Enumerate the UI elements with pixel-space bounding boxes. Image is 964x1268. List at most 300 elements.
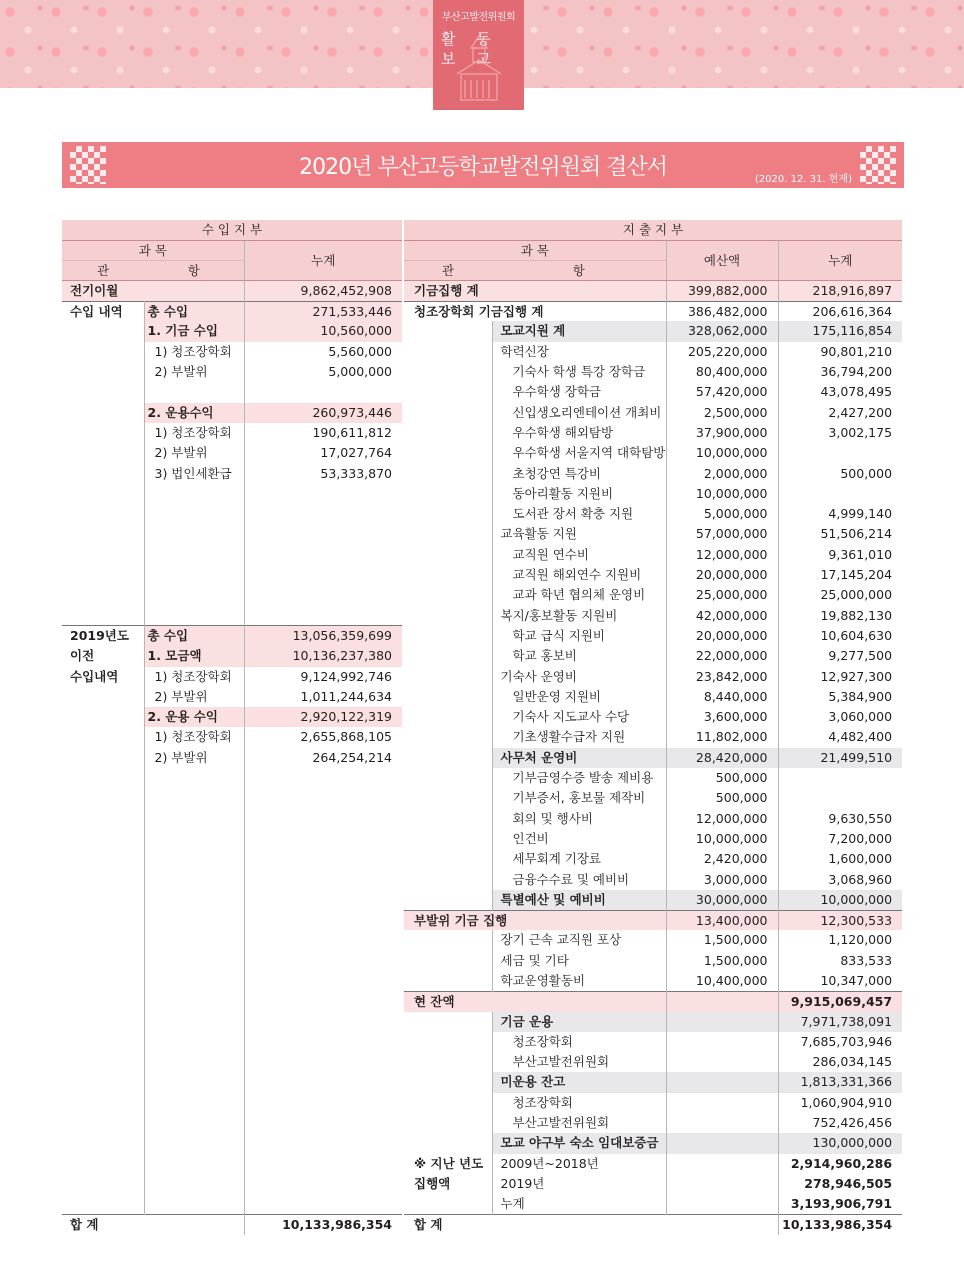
expense-row — [404, 403, 902, 423]
income-total-cell — [244, 484, 402, 504]
expense-hang-cell: 학력신장 — [492, 342, 666, 362]
expense-total-cell: 175,116,854 — [778, 321, 902, 341]
expense-hang-cell: 학교 홍보비 — [492, 646, 666, 666]
income-total-cell: 9,862,452,908 — [244, 281, 402, 301]
income-empty-cell — [62, 991, 144, 1011]
income-total-cell — [244, 524, 402, 544]
expense-hang-cell: 부산고발전위원회 — [492, 1052, 666, 1072]
expense-total-cell: 1,600,000 — [778, 849, 902, 869]
income-empty-row — [62, 1032, 402, 1052]
income-gwan-cell — [62, 524, 144, 544]
income-row — [62, 403, 402, 423]
income-empty-cell — [244, 890, 402, 910]
expense-hang-cell: 기부금영수증 발송 제비용 — [492, 768, 666, 788]
income-empty-row — [62, 829, 402, 849]
expense-total-cell: 9,915,069,457 — [778, 991, 902, 1011]
income-empty-row — [62, 971, 402, 991]
expense-gwan-cell — [404, 1133, 492, 1153]
expense-hang-cell: 특별예산 및 예비비 — [492, 890, 666, 910]
income-row — [62, 707, 402, 727]
income-empty-cell — [144, 1194, 244, 1214]
expense-hang-cell: 2019년 — [492, 1174, 666, 1194]
income-hang-cell: 2. 운용 수익 — [144, 707, 244, 727]
expense-gwan-cell — [404, 464, 492, 484]
expense-budget-cell — [666, 1093, 778, 1113]
expense-hang-cell: 사무처 운영비 — [492, 748, 666, 768]
expense-total-cell: 3,068,960 — [778, 870, 902, 890]
income-empty-cell — [62, 890, 144, 910]
expense-budget-cell: 20,000,000 — [666, 626, 778, 646]
expense-budget-cell: 399,882,000 — [666, 281, 778, 301]
income-hang-cell: 1. 기금 수입 — [144, 321, 244, 341]
expense-hang-cell: 도서관 장서 확충 지원 — [492, 504, 666, 524]
expense-total-cell: 752,426,456 — [778, 1113, 902, 1133]
expense-row — [404, 443, 902, 463]
expense-row — [404, 667, 902, 687]
income-empty-cell — [62, 829, 144, 849]
income-empty-cell — [244, 991, 402, 1011]
income-gwan-cell — [62, 443, 144, 463]
expense-gwan-cell — [404, 545, 492, 565]
income-empty-cell — [62, 1154, 144, 1174]
income-gwan-cell: 전기이월 — [62, 281, 244, 301]
expense-total-cell: 5,384,900 — [778, 687, 902, 707]
expense-budget-cell — [666, 1133, 778, 1153]
income-empty-cell — [62, 849, 144, 869]
expense-hang-cell: 금융수수료 및 예비비 — [492, 870, 666, 890]
income-total-cell: 17,027,764 — [244, 443, 402, 463]
income-row — [62, 301, 402, 321]
income-empty-cell — [244, 829, 402, 849]
expense-budget-cell — [666, 1012, 778, 1032]
income-gwan-cell — [62, 382, 144, 402]
expense-total-cell: 21,499,510 — [778, 748, 902, 768]
expense-gwan-cell — [404, 1072, 492, 1092]
income-empty-cell — [62, 1052, 144, 1072]
expense-total-cell: 833,533 — [778, 951, 902, 971]
expense-total-cell — [778, 788, 902, 808]
income-total-cell: 5,560,000 — [244, 342, 402, 362]
income-total-value: 10,133,986,354 — [244, 1215, 402, 1235]
expense-hang-cell: 인건비 — [492, 829, 666, 849]
expense-row — [404, 524, 902, 544]
expense-total-header: 누계 — [778, 240, 902, 281]
income-hang-cell: 1) 청조장학회 — [144, 423, 244, 443]
expense-total-cell: 25,000,000 — [778, 585, 902, 605]
expense-row — [404, 768, 902, 788]
expense-budget-cell: 205,220,000 — [666, 342, 778, 362]
income-gwan-cell: 수입 내역 — [70, 303, 123, 319]
income-empty-cell — [62, 1194, 144, 1214]
expense-budget-cell: 25,000,000 — [666, 585, 778, 605]
expense-budget-cell: 22,000,000 — [666, 646, 778, 666]
income-empty-cell — [244, 870, 402, 890]
income-empty-cell — [244, 1174, 402, 1194]
income-total-cell: 190,611,812 — [244, 423, 402, 443]
expense-row — [404, 809, 902, 829]
expense-total-cell: 7,200,000 — [778, 829, 902, 849]
income-empty-cell — [244, 1113, 402, 1133]
expense-gwan-cell — [404, 382, 492, 402]
expense-total-cell: 7,685,703,946 — [778, 1032, 902, 1052]
expense-gwan-cell — [404, 930, 492, 950]
income-empty-cell — [244, 1133, 402, 1153]
expense-row — [404, 585, 902, 605]
expense-budget-cell: 42,000,000 — [666, 606, 778, 626]
income-row — [62, 504, 402, 524]
expense-row — [404, 1093, 902, 1113]
income-empty-cell — [62, 1093, 144, 1113]
income-empty-row — [62, 1052, 402, 1072]
expense-hang-cell: 기초생활수급자 지원 — [492, 727, 666, 747]
income-empty-row — [62, 910, 402, 930]
income-row — [62, 423, 402, 443]
income-total-cell: 2,655,868,105 — [244, 727, 402, 747]
expense-total-cell: 4,999,140 — [778, 504, 902, 524]
expense-total-cell — [778, 443, 902, 463]
expense-gwan-cell — [404, 646, 492, 666]
income-empty-row — [62, 870, 402, 890]
income-total-cell: 264,254,214 — [244, 748, 402, 768]
income-row — [62, 484, 402, 504]
income-table — [62, 220, 402, 1235]
income-gwan-cell — [62, 362, 144, 382]
expense-subject-header: 과 목 — [404, 240, 666, 260]
expense-hang-cell: 학교 급식 지원비 — [492, 626, 666, 646]
expense-budget-cell: 2,500,000 — [666, 403, 778, 423]
expense-total-cell: 51,506,214 — [778, 524, 902, 544]
income-empty-cell — [144, 829, 244, 849]
income-total-cell: 10,560,000 — [244, 321, 402, 341]
income-total-cell: 260,973,446 — [244, 403, 402, 423]
income-gwan-cell — [62, 464, 144, 484]
income-empty-cell — [62, 788, 144, 808]
expense-total-cell: 3,002,175 — [778, 423, 902, 443]
expense-budget-cell: 30,000,000 — [666, 890, 778, 910]
expense-budget-cell: 2,420,000 — [666, 849, 778, 869]
expense-budget-cell: 13,400,000 — [666, 910, 778, 930]
income-row — [62, 443, 402, 463]
income-hang-cell: 2) 부발위 — [144, 687, 244, 707]
expense-row — [404, 707, 902, 727]
income-total-cell: 10,136,237,380 — [244, 646, 402, 666]
expense-total-cell: 500,000 — [778, 464, 902, 484]
income-empty-row — [62, 1133, 402, 1153]
expense-rows — [404, 281, 902, 1235]
expense-total-cell: 12,300,533 — [778, 910, 902, 930]
expense-hang-header: 항 — [492, 261, 666, 281]
expense-row — [404, 281, 902, 301]
expense-hang-cell: 교과 학년 협의체 운영비 — [492, 585, 666, 605]
expense-row — [404, 382, 902, 402]
expense-total-cell: 4,482,400 — [778, 727, 902, 747]
expense-gwan-cell: 기금집행 계 — [404, 281, 666, 301]
expense-total-cell — [778, 768, 902, 788]
expense-budget-cell: 386,482,000 — [666, 301, 778, 321]
expense-hang-cell: 교육활동 지원 — [492, 524, 666, 544]
expense-budget-cell — [666, 1072, 778, 1092]
expense-budget-cell — [666, 1052, 778, 1072]
expense-gwan-cell: 부발위 기금 집행 — [404, 910, 666, 930]
expense-budget-cell: 10,000,000 — [666, 484, 778, 504]
income-subject-header: 과 목 — [62, 240, 244, 260]
expense-gwan-cell — [404, 1012, 492, 1032]
expense-budget-cell: 20,000,000 — [666, 565, 778, 585]
expense-gwan-cell — [404, 687, 492, 707]
expense-gwan-cell — [404, 768, 492, 788]
expense-hang-cell: 신입생오리엔테이션 개최비 — [492, 403, 666, 423]
expense-gwan-cell: 청조장학회 기금집행 계 — [414, 303, 544, 319]
expense-total-cell — [778, 484, 902, 504]
expense-gwan-header: 관 — [404, 261, 492, 281]
expense-gwan-cell — [404, 484, 492, 504]
income-total-row — [62, 1215, 402, 1235]
income-gwan-cell: 2019년도 — [70, 628, 129, 644]
income-empty-cell — [62, 809, 144, 829]
expense-hang-cell: 교직원 연수비 — [492, 545, 666, 565]
income-empty-cell — [62, 1032, 144, 1052]
expense-budget-cell: 3,000,000 — [666, 870, 778, 890]
income-section-title: 수 입 지 부 — [62, 220, 402, 240]
expense-gwan-cell: ※ 지난 년도 — [414, 1155, 484, 1171]
expense-gwan-cell — [404, 788, 492, 808]
expense-hang-cell: 우수학생 서울지역 대학탐방 — [492, 443, 666, 463]
income-hang-cell: 1. 모금액 — [144, 646, 244, 666]
expense-budget-cell: 10,000,000 — [666, 443, 778, 463]
expense-gwan-cell — [404, 1032, 492, 1052]
income-gwan-cell — [62, 687, 144, 707]
income-empty-row — [62, 930, 402, 950]
income-gwan-cell — [62, 545, 144, 565]
expense-hang-cell: 복지/홍보활동 지원비 — [492, 606, 666, 626]
income-gwan-cell — [62, 504, 144, 524]
expense-budget-cell: 37,900,000 — [666, 423, 778, 443]
income-empty-row — [62, 951, 402, 971]
expense-row — [404, 951, 902, 971]
expense-hang-cell: 초청강연 특강비 — [492, 464, 666, 484]
income-row — [62, 727, 402, 747]
expense-total-cell: 3,193,906,791 — [778, 1194, 902, 1214]
expense-gwan-cell — [404, 951, 492, 971]
expense-table — [404, 220, 902, 1235]
expense-budget-cell: 500,000 — [666, 768, 778, 788]
expense-budget-cell: 11,802,000 — [666, 727, 778, 747]
income-hang-cell: 2) 부발위 — [144, 362, 244, 382]
activity-report-badge — [433, 0, 524, 110]
income-empty-cell — [244, 1052, 402, 1072]
expense-budget-cell — [666, 1174, 778, 1194]
expense-budget-cell: 57,000,000 — [666, 524, 778, 544]
expense-row — [404, 1012, 902, 1032]
expense-row — [404, 870, 902, 890]
expense-row — [404, 301, 902, 321]
expense-row — [404, 1154, 902, 1174]
income-row — [62, 321, 402, 341]
expense-gwan-cell: 집행액 — [414, 1175, 451, 1191]
income-total-cell — [244, 565, 402, 585]
expense-hang-cell: 학교운영활동비 — [492, 971, 666, 991]
income-row — [62, 606, 402, 626]
income-gwan-cell — [62, 484, 144, 504]
expense-hang-cell: 부산고발전위원회 — [492, 1113, 666, 1133]
income-rows — [62, 281, 402, 1235]
title-bar — [62, 142, 904, 188]
income-gwan-cell: 이전 — [70, 648, 95, 664]
expense-total-cell: 10,347,000 — [778, 971, 902, 991]
income-empty-row — [62, 991, 402, 1011]
income-gwan-cell — [62, 585, 144, 605]
expense-total-cell: 43,078,495 — [778, 382, 902, 402]
expense-gwan-cell — [404, 1052, 492, 1072]
expense-budget-cell: 2,000,000 — [666, 464, 778, 484]
expense-total-cell: 9,361,010 — [778, 545, 902, 565]
income-total-cell: 1,011,244,634 — [244, 687, 402, 707]
expense-hang-cell: 2009년~2018년 — [492, 1154, 666, 1174]
income-empty-cell — [144, 768, 244, 788]
income-empty-row — [62, 809, 402, 829]
expense-row — [404, 464, 902, 484]
income-empty-cell — [62, 768, 144, 788]
expense-hang-cell: 장기 근속 교직원 포상 — [492, 930, 666, 950]
expense-row — [404, 727, 902, 747]
income-gwan-cell — [62, 403, 144, 423]
income-empty-cell — [144, 788, 244, 808]
income-row — [62, 464, 402, 484]
expense-hang-cell: 기부증서, 홍보물 제작비 — [492, 788, 666, 808]
income-empty-cell — [144, 991, 244, 1011]
expense-total-cell: 3,060,000 — [778, 707, 902, 727]
income-row — [62, 362, 402, 382]
expense-total-cell: 218,916,897 — [778, 281, 902, 301]
income-hang-cell — [144, 545, 244, 565]
expense-budget-cell: 5,000,000 — [666, 504, 778, 524]
expense-hang-cell: 청조장학회 — [492, 1032, 666, 1052]
income-empty-row — [62, 1174, 402, 1194]
income-hang-cell: 2) 부발위 — [144, 443, 244, 463]
expense-gwan-cell — [404, 362, 492, 382]
income-gwan-header: 관 — [62, 261, 144, 281]
expense-row — [404, 646, 902, 666]
expense-hang-cell: 기숙사 학생 특강 장학금 — [492, 362, 666, 382]
expense-budget-cell — [666, 1154, 778, 1174]
income-empty-cell — [144, 1072, 244, 1092]
income-empty-cell — [244, 1093, 402, 1113]
expense-budget-cell — [666, 991, 778, 1011]
income-row — [62, 667, 402, 687]
income-hang-cell: 1) 청조장학회 — [144, 667, 244, 687]
income-empty-cell — [62, 1113, 144, 1133]
income-row — [62, 281, 402, 301]
expense-gwan-cell — [404, 748, 492, 768]
expense-row — [404, 687, 902, 707]
expense-row — [404, 606, 902, 626]
expense-row — [404, 890, 902, 910]
income-empty-row — [62, 1113, 402, 1133]
income-hang-cell: 2) 부발위 — [144, 748, 244, 768]
income-empty-cell — [244, 971, 402, 991]
expense-gwan-cell — [404, 504, 492, 524]
expense-budget-cell: 57,420,000 — [666, 382, 778, 402]
income-empty-cell — [62, 971, 144, 991]
income-total-cell: 9,124,992,746 — [244, 667, 402, 687]
income-empty-cell — [144, 1113, 244, 1133]
expense-gwan-cell — [404, 565, 492, 585]
income-empty-cell — [244, 1032, 402, 1052]
expense-gwan-cell — [404, 403, 492, 423]
expense-budget-cell — [666, 1032, 778, 1052]
expense-hang-cell: 모교 야구부 숙소 임대보증금 — [492, 1133, 666, 1153]
income-gwan-cell: 수입내역 — [70, 668, 119, 684]
expense-row — [404, 849, 902, 869]
expense-row — [404, 748, 902, 768]
expense-total-label: 합 계 — [414, 1217, 443, 1233]
expense-gwan-cell — [404, 1093, 492, 1113]
expense-row — [404, 362, 902, 382]
income-hang-cell: 3) 법인세환급 — [144, 464, 244, 484]
income-total-cell — [244, 504, 402, 524]
expense-budget-cell: 8,440,000 — [666, 687, 778, 707]
expense-total-cell: 206,616,364 — [778, 301, 902, 321]
income-empty-cell — [144, 971, 244, 991]
expense-budget-cell: 10,000,000 — [666, 829, 778, 849]
badge-title: 활 동 보 고 — [441, 30, 499, 68]
expense-budget-cell: 1,500,000 — [666, 930, 778, 950]
income-empty-cell — [62, 1012, 144, 1032]
income-empty-cell — [62, 870, 144, 890]
expense-gwan-cell — [404, 870, 492, 890]
expense-budget-cell: 80,400,000 — [666, 362, 778, 382]
income-hang-cell: 2. 운용수익 — [144, 403, 244, 423]
expense-gwan-cell — [404, 809, 492, 829]
expense-gwan-cell — [404, 890, 492, 910]
income-gwan-cell — [62, 748, 144, 768]
income-empty-cell — [62, 910, 144, 930]
income-empty-cell — [144, 1093, 244, 1113]
page-title: 2020년 부산고등학교발전위원회 결산서 — [299, 155, 667, 180]
income-row — [62, 687, 402, 707]
expense-gwan-cell — [404, 667, 492, 687]
income-empty-row — [62, 1093, 402, 1113]
income-hang-cell — [144, 606, 244, 626]
expense-gwan-cell — [404, 971, 492, 991]
income-row — [62, 342, 402, 362]
expense-total-cell: 1,813,331,366 — [778, 1072, 902, 1092]
expense-total-cell: 7,971,738,091 — [778, 1012, 902, 1032]
expense-gwan-cell — [404, 626, 492, 646]
income-gwan-cell — [62, 707, 144, 727]
expense-gwan-cell — [404, 585, 492, 605]
income-empty-cell — [62, 1133, 144, 1153]
expense-hang-cell: 모교지원 계 — [492, 321, 666, 341]
income-total-cell: 271,533,446 — [244, 301, 402, 321]
income-empty-cell — [62, 1072, 144, 1092]
expense-budget-cell — [666, 1113, 778, 1133]
income-row — [62, 524, 402, 544]
expense-gwan-cell — [404, 342, 492, 362]
expense-budget-cell: 500,000 — [666, 788, 778, 808]
income-empty-cell — [144, 1154, 244, 1174]
expense-row — [404, 829, 902, 849]
income-hang-cell — [144, 524, 244, 544]
income-gwan-cell — [62, 565, 144, 585]
income-empty-cell — [144, 849, 244, 869]
expense-hang-cell: 동아리활동 지원비 — [492, 484, 666, 504]
income-empty-cell — [244, 930, 402, 950]
expense-gwan-cell — [404, 423, 492, 443]
income-gwan-cell — [62, 423, 144, 443]
expense-row — [404, 342, 902, 362]
building-icon — [453, 24, 505, 104]
